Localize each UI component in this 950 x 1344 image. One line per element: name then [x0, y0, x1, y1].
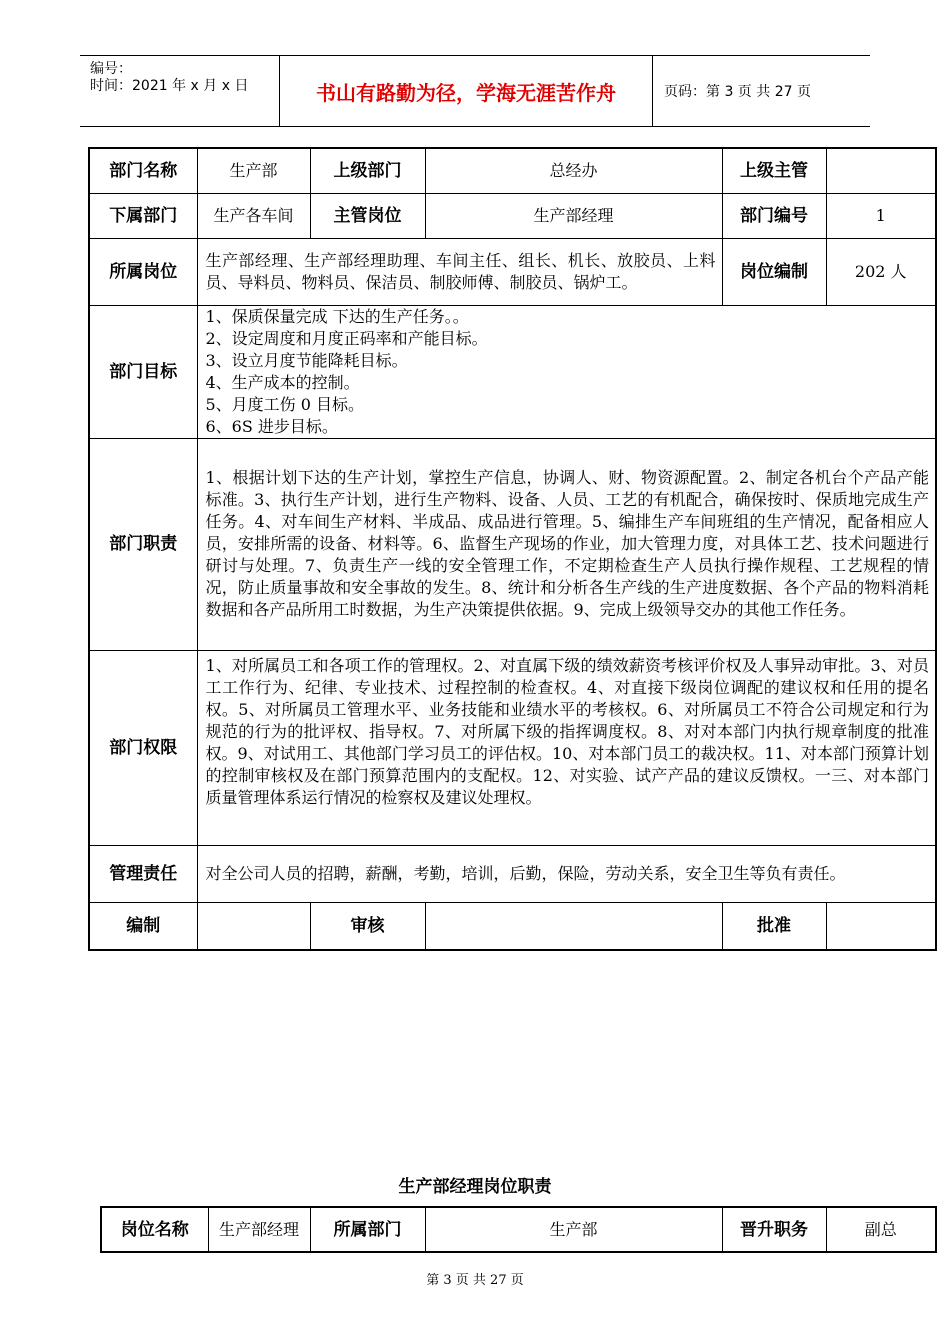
authority-value: 1、对所属员工和各项工作的管理权。2、对直属下级的绩效薪资考核评价权及人事异动审批。3、对员工工作行为、纪律、专业技术、过程控制的检查权。4、对直接下级岗位调配的建议权和任用的提名权。5、对所属员工管理水平、业务技能和业绩水平的考核权。6、对所属员工不符合公司规定和行为规范的行为的批评权、指导权。7、对所属下级的指挥调度权。8、对对本部门内执行规章制度的批准权。9、对试用工、其他部门学习员工的评估权。10、对本部门员工的裁决权。11、对本部门预算计划的控制审核权及在部门预算范围内的支配权。12、对实验、试产产品的建议反馈权。一三、对本部门质量管理体系运行情况的检察权及建议处理权。 [197, 650, 936, 845]
position-name-text: 生产部经理 [219, 1219, 300, 1239]
table-row [101, 1207, 936, 1252]
table-row [89, 193, 936, 238]
mgmt-label: 管理责任 [89, 845, 197, 902]
dept-code-label: 部门编号 [722, 193, 826, 238]
sub-dept-value [197, 193, 310, 238]
position-dept-value: 生产部 [425, 1207, 722, 1252]
parent-dept-value: 总经办 [425, 148, 722, 193]
position-table [100, 1206, 937, 1253]
table-row [89, 845, 936, 902]
goals-label: 部门目标 [89, 305, 197, 438]
compile-label: 编制 [89, 902, 197, 950]
section-title: 生产部经理岗位职责 [398, 1177, 552, 1197]
approve-value [826, 902, 936, 950]
dept-code-value: 1 [826, 193, 936, 238]
header-slogan: 书山有路勤为径，学海无涯苦作舟 [280, 56, 653, 126]
table-row [89, 650, 936, 845]
position-dept-label: 所属部门 [310, 1207, 425, 1252]
compile-value [197, 902, 310, 950]
duties-value: 1、根据计划下达的生产计划，掌控生产信息，协调人、财、物资源配置。2、制定各机台个产品产能标准。3、执行生产计划，进行生产物料、设备、人员、工艺的有机配合，确保按时、保质地完成生产任务。4、对车间生产材料、半成品、成品进行管理。5、编排生产车间班组的生产情况，配备相应人员，安排所需的设备、材料等。6、监督生产现场的作业，加大管理力度，对具体工艺、技术问题进行研讨与处理。7、负责生产一线的安全管理工作，不定期检查生产人员执行操作规程、工艺规程的情况，防止质量事故和安全事故的发生。8、统计和分析各生产线的生产进度数据、各个产品的物料消耗数据和各产品所用工时数据，为生产决策提供依据。9、完成上级领导交办的其他工作任务。 [197, 438, 936, 650]
positions-value: 生产部经理、生产部经理助理、车间主任、组长、机长、放胶员、上料员、导料员、物料员、保洁员、制胶师傅、制胶员、锅炉工。 [197, 238, 722, 305]
headcount-label: 岗位编制 [722, 238, 826, 305]
list-item: 6、6S 进步目标。 [205, 416, 338, 436]
table-row [89, 438, 936, 650]
mgmt-value: 对全公司人员的招聘，薪酬，考勤，培训，后勤，保险，劳动关系，安全卫生等负有责任。 [197, 845, 936, 902]
dept-name-label: 部门名称 [89, 148, 197, 193]
table-row [89, 148, 936, 193]
header-meta [80, 56, 280, 126]
table-row [89, 902, 936, 950]
position-name-label: 岗位名称 [101, 1207, 208, 1252]
list-item: 4、生产成本的控制。 [205, 372, 360, 392]
list-item: 2、设定周度和月度正码率和产能目标。 [205, 328, 488, 348]
sub-dept-text: 生产各车间 [213, 205, 294, 225]
page-header [80, 55, 870, 127]
dept-name-value: 生产部 [197, 148, 310, 193]
promotion-label: 晋升职务 [722, 1207, 826, 1252]
positions-label: 所属岗位 [89, 238, 197, 305]
approve-label: 批准 [722, 902, 826, 950]
review-value [425, 902, 722, 950]
table-row [89, 305, 936, 438]
supervisor-value [826, 148, 936, 193]
table-row [89, 238, 936, 305]
list-item: 5、月度工伤 0 目标。 [205, 394, 365, 414]
header-page-number: 页码：第 3 页 共 27 页 [664, 84, 811, 100]
headcount-value: 202 人 [826, 238, 936, 305]
supervisor-label: 上级主管 [722, 148, 826, 193]
doc-number-label: 编号： [90, 61, 132, 77]
goals-list [197, 305, 936, 438]
department-table [88, 147, 937, 951]
parent-dept-label: 上级部门 [310, 148, 425, 193]
lead-position-value: 生产部经理 [425, 193, 722, 238]
sub-dept-label: 下属部门 [89, 193, 197, 238]
authority-label: 部门权限 [89, 650, 197, 845]
list-item: 1、保质保量完成 下达的生产任务。。 [205, 306, 469, 326]
review-label: 审核 [310, 902, 425, 950]
position-name-value [208, 1207, 310, 1252]
promotion-value: 副总 [826, 1207, 936, 1252]
lead-position-label: 主管岗位 [310, 193, 425, 238]
duties-label: 部门职责 [89, 438, 197, 650]
page-footer: 第 3 页 共 27 页 [426, 1273, 524, 1288]
doc-time: 时间：2021 年 x 月 x 日 [90, 78, 249, 94]
list-item: 3、设立月度节能降耗目标。 [205, 350, 408, 370]
